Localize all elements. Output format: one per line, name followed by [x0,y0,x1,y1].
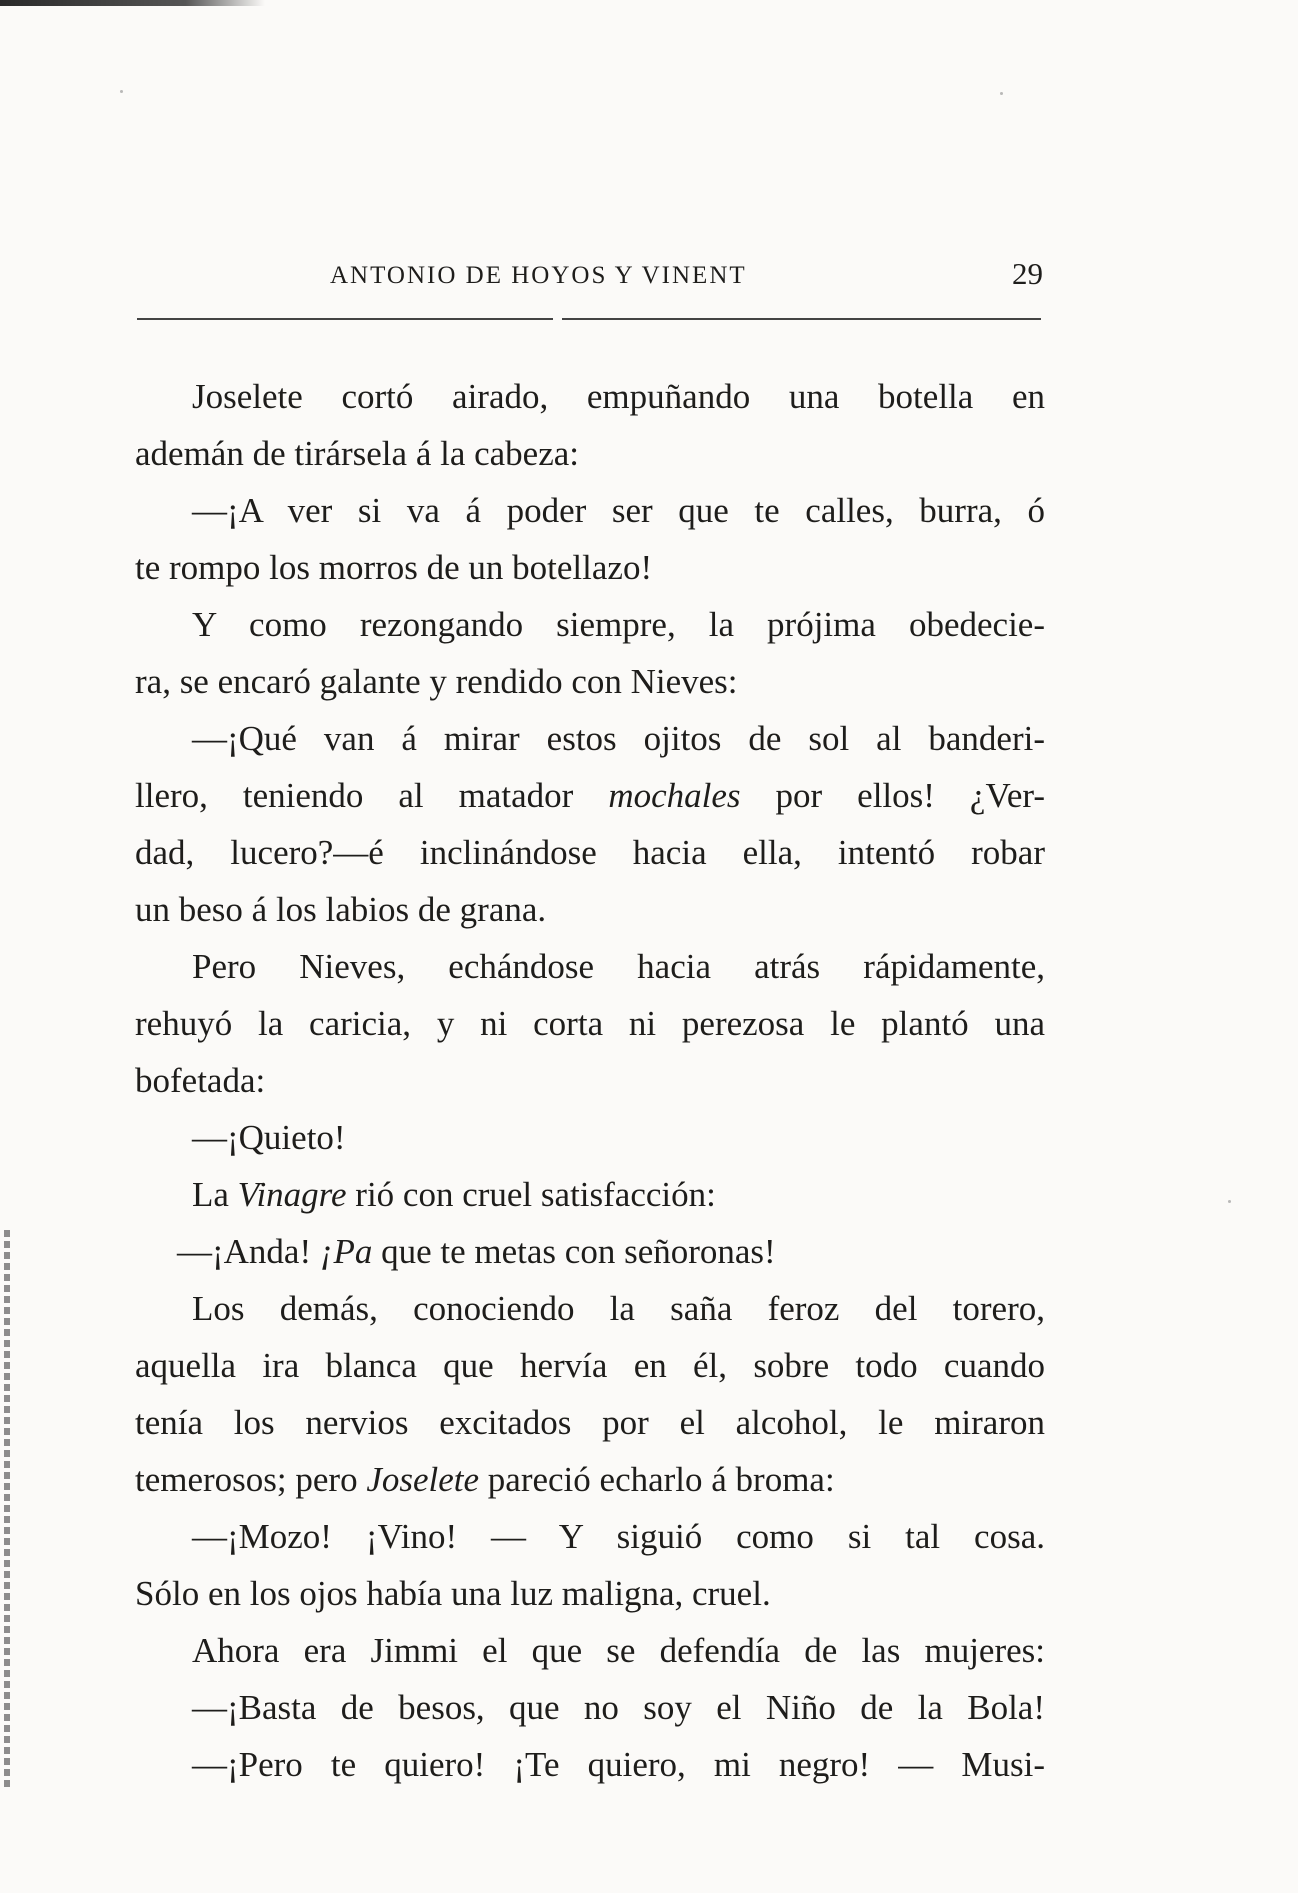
text-line: —¡Anda! ¡Pa que te metas con señoronas! [177,1232,776,1271]
text-line: Joselete cortó airado, empuñando una botella en [192,377,1045,416]
text-line: tenía los nervios excitados por el alcohol, le miraron [135,1403,1045,1442]
page-number: 29 [1012,256,1043,291]
text-line: un beso á los labios de grana. [135,890,547,929]
text-line: —¡A ver si va á poder ser que te calles, burra, ó [192,491,1045,530]
italic-word: ¡Pa [319,1232,373,1271]
text-line: temerosos; pero Joselete pareció echarlo á broma: [135,1460,835,1499]
text-line: te rompo los morros de un botellazo! [135,548,653,587]
running-title: ANTONIO DE HOYOS Y VINENT [330,262,747,289]
text-line: Sólo en los ojos había una luz maligna, cruel. [135,1574,771,1613]
text-line: La Vinagre rió con cruel satisfacción: [192,1175,716,1214]
italic-word: Vinagre [237,1175,347,1214]
scan-edge-mark [0,0,265,6]
body-text [135,368,1045,1793]
scan-binding-shadow [4,1230,10,1790]
text-line: Y como rezongando siempre, la prójima obedecie- [192,605,1045,644]
text-line: —¡Mozo! ¡Vino! — Y siguió como si tal cosa. [192,1517,1045,1556]
paper-speck [120,90,123,93]
text-line: dad, lucero?—é inclinándose hacia ella, intentó robar [135,833,1045,872]
running-head [135,256,1045,296]
italic-word: Joselete [366,1460,480,1499]
paper-speck [1000,92,1003,95]
text-line: rehuyó la caricia, y ni corta ni perezosa le plantó una [135,1004,1045,1043]
text-line: Los demás, conociendo la saña feroz del torero, [192,1289,1045,1328]
text-line: —¡Qué van á mirar estos ojitos de sol al banderi- [192,719,1045,758]
text-line: —¡Basta de besos, que no soy el Niño de la Bola! [192,1688,1045,1727]
text-line: —¡Quieto! [192,1118,346,1157]
header-rule [137,318,1041,320]
text-line: aquella ira blanca que hervía en él, sobre todo cuando [135,1346,1045,1385]
text-line: ra, se encaró galante y rendido con Nieves: [135,662,738,701]
text-line: bofetada: [135,1061,266,1100]
text-line: —¡Pero te quiero! ¡Te quiero, mi negro! — Musi- [192,1745,1045,1784]
text-line: llero, teniendo al matador mochales por ellos! ¿Ver- [135,776,1045,815]
text-line: Pero Nieves, echándose hacia atrás rápidamente, [192,947,1045,986]
text-line: ademán de tirársela á la cabeza: [135,434,580,473]
text-line: Ahora era Jimmi el que se defendía de las mujeres: [192,1631,1045,1670]
paper-speck [1228,1200,1231,1203]
italic-word: mochales [608,776,741,815]
